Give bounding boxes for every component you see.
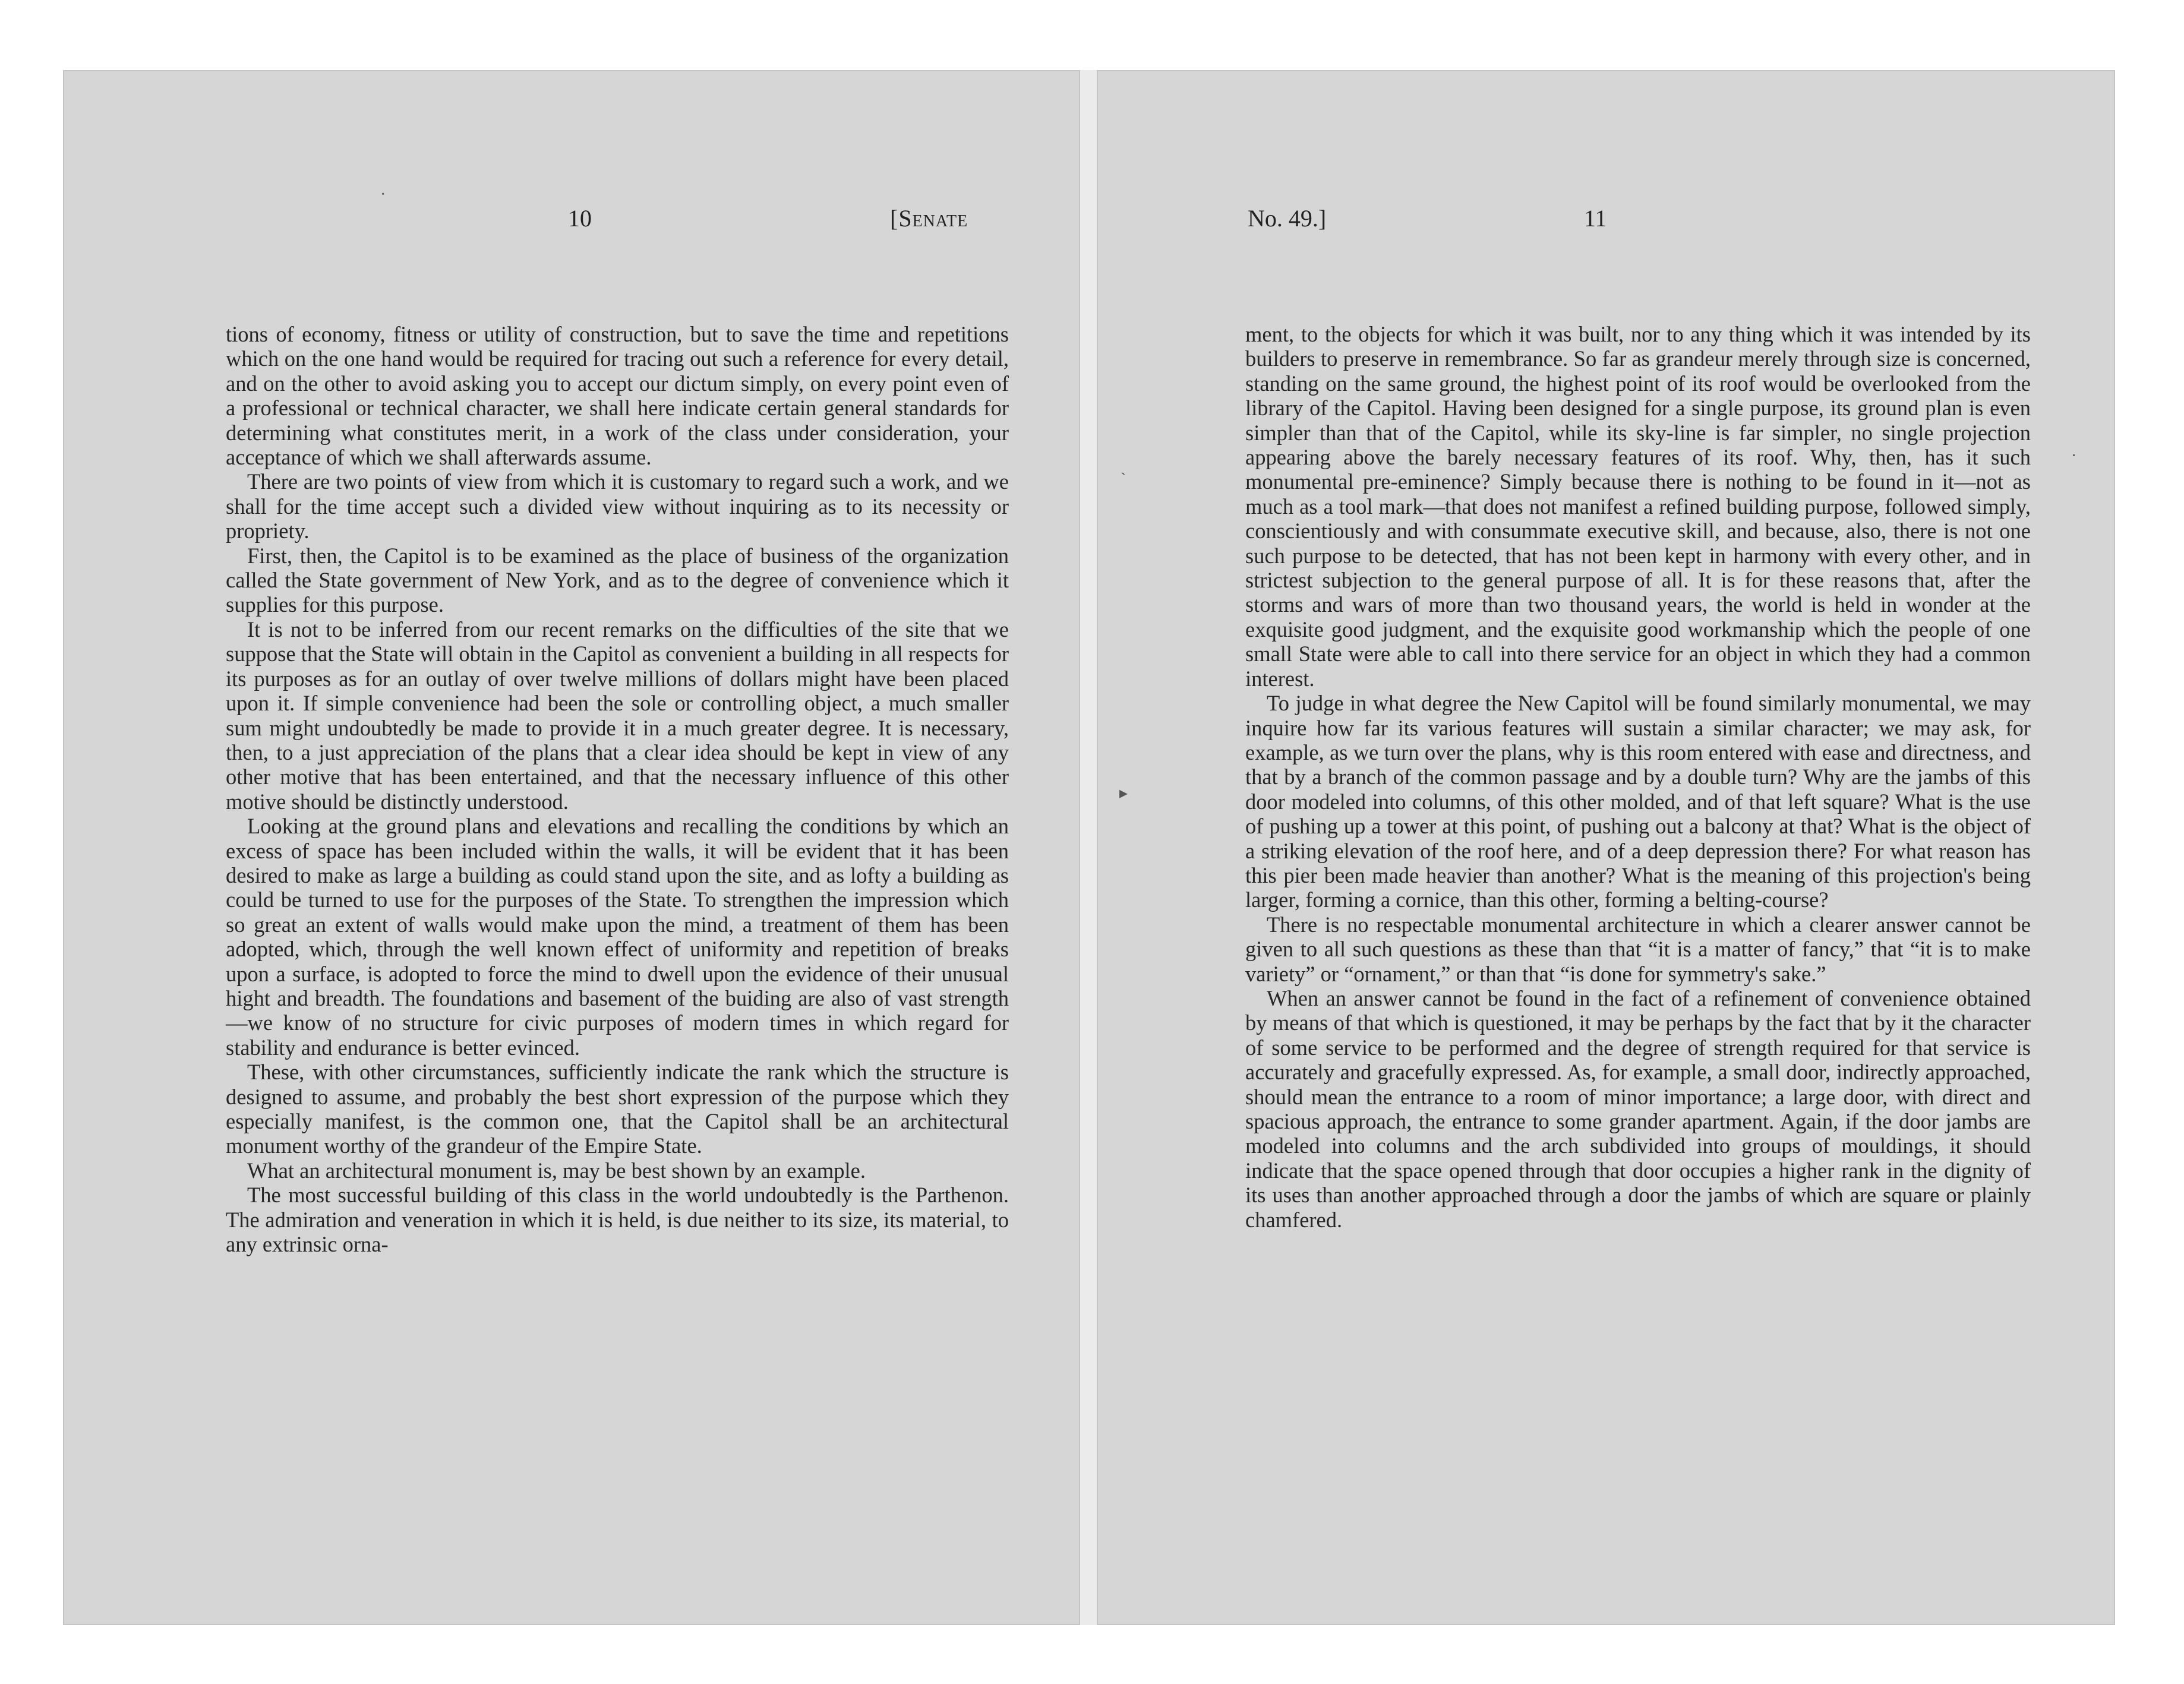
paragraph: Looking at the ground plans and elevations and recalling the conditions by which an excess of space has been included within the walls, it will be evident that it has been desired to make as large a building as could stand upon the site, and as lofty a building as could be turned to use for the purposes of the State. To strengthen the impression which so great an extent of walls would make upon the mind, a treatment of them has been adopted, which, through the well known effect of uniformity and repetition of breaks upon a surface, is adopted to force the mind to dwell upon the evidence of their unusual hight and breadth. The foundations and basement of the buiding are also of vast strength—we know of no structure for civic purposes of modern times in which regard for stability and endurance is better evinced. xyxy=(226,814,1009,1060)
paragraph: There is no respectable monumental architecture in which a clearer answer cannot be given to all such questions as these than that “it is a matter of fancy,” that “it is to make variety” or “ornament,” or than that “is done for symmetry's sake.” xyxy=(1245,912,2031,986)
right-page-body xyxy=(1245,322,2031,1232)
stray-mark: ˎ xyxy=(1121,457,1126,476)
paragraph: What an architectural monument is, may be best shown by an example. xyxy=(247,1158,866,1183)
right-page-number: 11 xyxy=(1584,205,1607,232)
right-page xyxy=(1097,70,2115,1625)
paragraph: When an answer cannot be found in the fact of a refinement of convenience obtained by means of that which is questioned, it may be perhaps by the fact that by it the character of some service to be performed and the degree of strength required for that service is accurately and gracefully expressed. As, for example, a small door, indirectly approached, should mean the entrance to a room of minor importance; a large door, with direct and spacious approach, the entrance to some grander apartment. Again, if the door jambs are modeled into columns and the arch subdivided into groups of mouldings, it should indicate that the space opened through that door occupies a higher rank in the dignity of its uses than another approached through a door the jambs of which are square or plainly chamfered. xyxy=(1245,985,2031,1232)
left-page xyxy=(63,70,1080,1625)
paragraph: ment, to the objects for which it was built, nor to any thing which it was intended by its builders to preserve in remembrance. So far as grandeur merely through size is concerned, standing on the same ground, the highest point of its roof would be overlooked from the library of the Capitol. Having been designed for a single purpose, its ground plan is even simpler than that of the Capitol, while its sky-line is far simpler, no single projection appearing above the barely necessary features of its roof. Why, then, has it such monumental pre-eminence? Simply because there is nothing to be found in it—not as much as a tool mark—that does not manifest a refined building purpose, followed simply, conscientiously and with consummate executive skill, and because, also, there is not one such purpose to be detected, that has not been kept in harmony with every other, and in strictest subjection to the general purpose of all. It is for these reasons that, after the storms and wars of more than two thousand years, the world is held in wonder at the exquisite good judgment, and the exquisite good workmanship which the people of one small State were able to call into there service for an object in which they had a common interest. xyxy=(1245,322,2031,691)
left-page-body xyxy=(226,322,1009,1256)
page-gutter xyxy=(1080,70,1097,1625)
paragraph: These, with other circumstances, sufficiently indicate the rank which the structure is designed to assume, and probably the best short expression of the purpose which they especially manifest, is the common one, that the Capitol shall be an architectural monument worthy of the grandeur of the Empire State. xyxy=(226,1060,1009,1158)
paragraph: There are two points of view from which it is customary to regard such a work, and we shall for the time accept such a divided view without inquiring as to its necessity or propriety. xyxy=(226,469,1009,544)
paragraph: The most successful building of this class in the world undoubtedly is the Parthenon. The admiration and veneration in which it is held, is due neither to its size, its material, to any extrinsic orna- xyxy=(226,1183,1009,1257)
left-page-number: 10 xyxy=(568,205,592,232)
paragraph: tions of economy, fitness or utility of construction, but to save the time and repetitions which on the one hand would be required for tracing out such a reference for every detail, and on the other to avoid asking you to accept our dictum simply, on every point even of a professional or technical character, we shall here indicate certain general standards for determining what constitutes merit, in a work of the class under consideration, your acceptance of which we shall afterwards assume. xyxy=(226,322,1009,470)
stray-mark: · xyxy=(380,185,386,204)
paragraph: To judge in what degree the New Capitol will be found similarly monumental, we may inquire how far its various features will sustain a similar character; we may ask, for example, as we turn over the plans, why is this room entered with ease and directness, and that by a branch of the common passage and by a double turn? Why are the jambs of this door modeled into columns, of this other molded, and of that left square? What is the use of pushing up a tower at this point, of pushing out a balcony at that? What is the object of a striking elevation of the roof here, and of a deep depression there? For what reason has this pier been made heavier than another? What is the meaning of this projection's being larger, forming a cornice, than this other, forming a belting-course? xyxy=(1245,691,2031,912)
stray-mark: ▸ xyxy=(1119,784,1128,802)
paragraph: It is not to be inferred from our recent remarks on the difficulties of the site that we suppose that the State will obtain in the Capitol as convenient a building in all respects for its purposes as for an outlay of over twelve millions of dollars might have been placed upon it. If simple convenience had been the sole or controlling object, a much smaller sum might undoubtedly be made to provide it in a much greater degree. It is necessary, then, to a just appreciation of the plans that a clear idea should be kept in view of any other motive that has been entertained, and that the necessary influence of this other motive should be distinctly understood. xyxy=(226,617,1009,814)
left-running-head: [Senate xyxy=(890,205,968,232)
right-running-head: No. 49.] xyxy=(1248,205,1327,232)
paragraph: First, then, the Capitol is to be examined as the place of business of the organization called the State government of New York, and as to the degree of convenience which it supplies for this purpose. xyxy=(226,543,1009,617)
stray-mark: · xyxy=(2071,447,2077,465)
